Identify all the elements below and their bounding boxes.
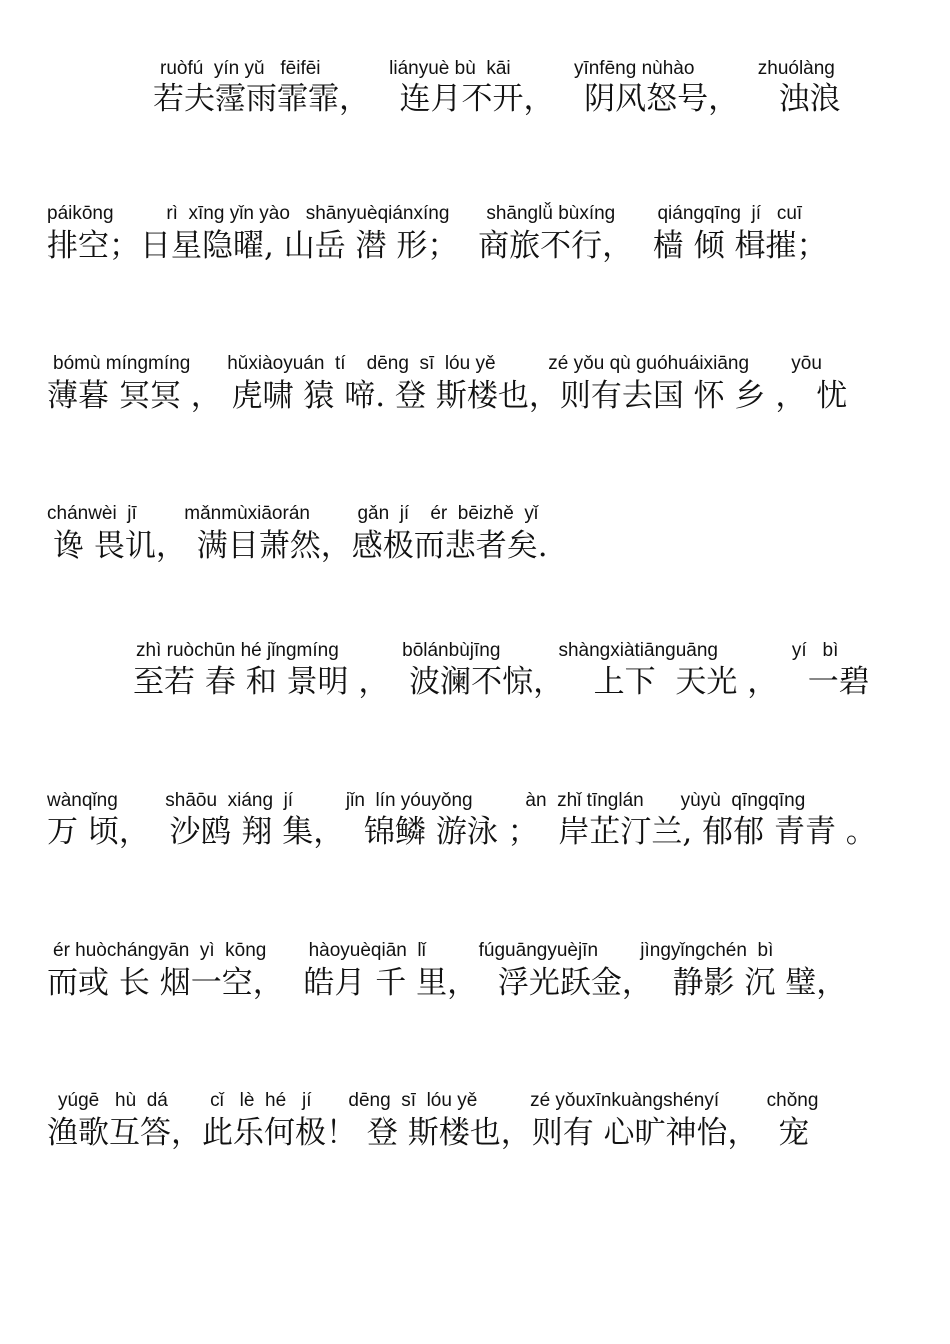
pinyin-line: zhì ruòchūn hé jǐngmíng bōlánbùjīng shàngxiàtiānguāng yí bì (136, 640, 839, 661)
pinyin-line: wànqǐng shāōu xiáng jí jǐn lín yóuyǒng àn zhǐ tīnglán yùyù qīngqīng (47, 790, 806, 811)
pinyin-line: páikōng rì xīng yǐn yào shānyuèqiánxíng shānglǚ bùxíng qiángqīng jí cuī (47, 203, 803, 224)
text-line: 至若 春 和 景明 ， 波澜不惊， 上下 天光 ， 一碧 (133, 664, 870, 700)
pinyin-line: chánwèi jī mǎnmùxiāorán gǎn jí ér bēizhě yǐ (47, 503, 539, 524)
text-line: 排空；日星隐曜, 山岳 潜 形； 商旅不行， 樯 倾 楫摧； (47, 228, 828, 264)
text-line: 若夫霪雨霏霏， 连月不开， 阴风怒号， 浊浪 (153, 81, 841, 117)
pinyin-line: yúgē hù dá cǐ lè hé jí dēng sī lóu yě zé yǒuxīnkuàngshényí chǒng (58, 1090, 819, 1111)
text-line: 谗 畏讥， 满目萧然，感极而悲者矣. (53, 528, 548, 564)
text-line: 万 顷， 沙鸥 翔 集， 锦鳞 游泳 ； 岸芷汀兰, 郁郁 青青 。 (47, 814, 877, 850)
pinyin-line: ruòfú yín yǔ fēifēi liányuè bù kāi yīnfēng nùhào zhuólàng (160, 58, 835, 79)
text-line: 渔歌互答，此乐何极！ 登 斯楼也，则有 心旷神怡， 宠 (47, 1115, 810, 1151)
pinyin-line: ér huòchángyān yì kōng hàoyuèqiān lǐ fúguāngyuèjīn jìngyǐngchén bì (53, 940, 774, 961)
text-line: 而或 长 烟一空， 皓月 千 里， 浮光跃金， 静影 沉 璧， (47, 965, 848, 1001)
pinyin-line: bómù míngmíng hǔxiàoyuán tí dēng sī lóu yě zé yǒu qù guóhuáixiāng yōu (53, 353, 822, 374)
text-line: 薄暮 冥冥 ， 虎啸 猿 啼. 登 斯楼也，则有去国 怀 乡 ， 忧 (47, 378, 848, 414)
